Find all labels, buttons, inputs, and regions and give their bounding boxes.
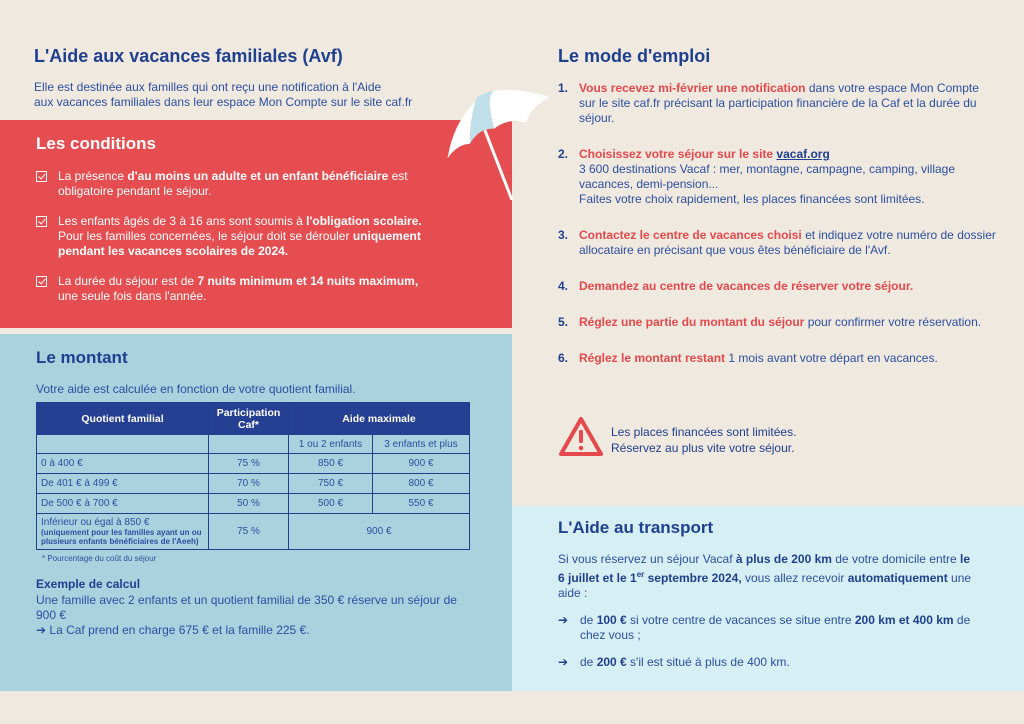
checkbox-icon	[36, 216, 47, 227]
step-text: et indiquez votre numéro de dossier allocataire en précisant que vous êtes bénéficiaire de l'Avf.	[579, 228, 996, 257]
montant-intro: Votre aide est calculée en fonction de votre quotient familial.	[36, 382, 356, 396]
avf-intro	[34, 80, 474, 110]
conditions-title: Les conditions	[36, 134, 156, 153]
step-highlight: Réglez une partie du montant du séjour	[579, 315, 805, 329]
mode-title: Le mode d'emploi	[558, 46, 711, 66]
cell-qf: 0 à 400 €	[37, 454, 209, 474]
table-row	[37, 454, 470, 474]
cell-qf: De 500 € à 700 €	[37, 494, 209, 514]
checkbox-icon	[36, 276, 47, 287]
transport-text: une aide :	[558, 571, 972, 600]
transport-bold: 200 €	[596, 655, 627, 669]
condition-text: est obligatoire pendant le séjour.	[58, 169, 408, 198]
condition-bold: l'obligation scolaire.	[306, 214, 422, 228]
arrow-icon: ➔	[558, 613, 569, 627]
transport-item	[558, 655, 978, 670]
transport-bold: 200 km et 400 km	[854, 613, 954, 627]
transport-item	[558, 613, 978, 643]
step-item	[558, 351, 998, 366]
transport-list	[558, 613, 978, 670]
warning-text	[611, 424, 796, 456]
condition-text: Les enfants âgés de 3 à 16 ans sont soumis à	[58, 214, 307, 228]
transport-text: s'il est situé à plus de 400 km.	[626, 655, 790, 669]
step-number: 6.	[558, 351, 569, 365]
transport-text: de votre domicile entre	[831, 552, 960, 566]
cell-qf	[37, 514, 209, 550]
cell-aide2: 900 €	[373, 454, 470, 474]
transport-section	[512, 506, 1024, 691]
cell-part: 75 %	[209, 514, 289, 550]
step-number: 5.	[558, 315, 569, 329]
transport-sup: er	[636, 570, 645, 579]
condition-bold: 7 nuits minimum et 14 nuits maximum,	[197, 274, 419, 288]
warning-icon	[558, 416, 604, 458]
step-highlight: Réglez le montant restant	[579, 351, 726, 365]
transport-bold: septembre 2024,	[644, 571, 742, 585]
header-blank	[209, 435, 289, 454]
header-quotient: Quotient familial	[37, 403, 209, 435]
step-number: 2.	[558, 147, 569, 161]
condition-bold: d'au moins un adulte et un enfant bénéficiaire	[127, 169, 389, 183]
step-text: 3 600 destinations Vacaf : mer, montagne, campagne, camping, village vacances, demi-pension...	[579, 162, 956, 191]
header-sub2: 3 enfants et plus	[373, 435, 470, 454]
transport-intro	[558, 552, 978, 601]
conditions-list	[36, 169, 476, 304]
condition-item	[36, 169, 436, 199]
step-number: 3.	[558, 228, 569, 242]
cell-aide1: 850 €	[289, 454, 373, 474]
step-number: 1.	[558, 81, 569, 95]
cell-part: 70 %	[209, 474, 289, 494]
header-sub1: 1 ou 2 enfants	[289, 435, 373, 454]
step-highlight: Contactez le centre de vacances choisi	[579, 228, 802, 242]
condition-text: La durée du séjour est de	[58, 274, 198, 288]
table-row	[37, 474, 470, 494]
cell-aide2: 550 €	[373, 494, 470, 514]
condition-bold: uniquement pendant les vacances scolaires de 2024.	[58, 229, 421, 258]
aide-table	[36, 402, 470, 550]
transport-bold: automatiquement	[847, 571, 948, 585]
exemple-result: ➔ La Caf prend en charge 675 € et la famille 225 €.	[36, 623, 310, 637]
warning-line2: Réservez au plus vite votre séjour.	[611, 441, 795, 455]
transport-text: si votre centre de vacances se situe entre	[626, 613, 855, 627]
step-item	[558, 81, 998, 126]
cell-aide2: 800 €	[373, 474, 470, 494]
arrow-icon: ➔	[558, 655, 569, 669]
montant-section	[0, 334, 512, 691]
transport-bold: le 6 juillet et le 1	[558, 552, 970, 585]
warning-block	[558, 416, 858, 460]
checkbox-icon	[36, 171, 47, 182]
transport-title: L'Aide au transport	[558, 518, 714, 537]
cell-qf-note: (uniquement pour les familles ayant un ou plusieurs enfants bénéficiaires de l'Aeeh)	[41, 528, 202, 546]
transport-text: de chez vous ;	[580, 613, 971, 642]
exemple-title: Exemple de calcul	[36, 577, 141, 591]
step-text: dans votre espace Mon Compte sur le site caf.fr précisant la participation financière de la Caf et la durée du séjour.	[579, 81, 979, 125]
mode-emploi-section	[558, 46, 998, 366]
transport-bold: 100 €	[596, 613, 627, 627]
condition-text: La présence	[58, 169, 128, 183]
avf-intro-line2: aux vacances familiales dans leur espace Mon Compte sur le site caf.fr	[34, 95, 413, 109]
avf-section	[34, 46, 474, 110]
step-item	[558, 228, 998, 258]
condition-text: une seule fois dans l'année.	[58, 289, 207, 303]
step-text: pour confirmer votre réservation.	[804, 315, 982, 329]
exemple-text: Une famille avec 2 enfants et un quotient familial de 350 € réserve un séjour de 900 €	[36, 593, 457, 622]
warning-line1: Les places financées sont limitées.	[611, 425, 797, 439]
table-footnote: * Pourcentage du coût du séjour	[42, 554, 157, 563]
table-row	[37, 494, 470, 514]
step-number: 4.	[558, 279, 569, 293]
step-item	[558, 147, 998, 207]
step-text: Faites votre choix rapidement, les places financées sont limitées.	[579, 192, 925, 206]
step-highlight: Vous recevez mi-février une notification	[579, 81, 806, 95]
step-highlight: Choisissez votre séjour sur le site	[579, 147, 777, 161]
transport-text: Si vous réservez un séjour Vacaf	[558, 552, 736, 566]
transport-text: de	[580, 655, 597, 669]
header-aide: Aide maximale	[289, 403, 470, 435]
cell-aide1: 500 €	[289, 494, 373, 514]
step-item	[558, 279, 998, 294]
avf-title: L'Aide aux vacances familiales (Avf)	[34, 46, 343, 66]
header-participation: Participation Caf*	[209, 403, 289, 435]
steps-list	[558, 81, 998, 366]
cell-aide1: 750 €	[289, 474, 373, 494]
header-blank	[37, 435, 209, 454]
cell-qf-main: Inférieur ou égal à 850 €	[41, 517, 150, 528]
condition-item	[36, 274, 436, 304]
step-item	[558, 315, 998, 330]
step-highlight: Demandez au centre de vacances de réserver votre séjour.	[579, 279, 914, 293]
beach-umbrella-icon	[436, 88, 562, 200]
cell-part: 75 %	[209, 454, 289, 474]
condition-item	[36, 214, 436, 259]
condition-text: Pour les familles concernées, le séjour doit se dérouler	[58, 229, 353, 243]
transport-text: de	[580, 613, 597, 627]
cell-part: 50 %	[209, 494, 289, 514]
step-text: 1 mois avant votre départ en vacances.	[725, 351, 938, 365]
montant-title: Le montant	[36, 348, 128, 367]
vacaf-link[interactable]: vacaf.org	[776, 147, 830, 161]
transport-text: vous allez recevoir	[741, 571, 848, 585]
table-row	[37, 514, 470, 550]
avf-intro-line1: Elle est destinée aux familles qui ont reçu une notification à l'Aide	[34, 80, 382, 94]
cell-qf: De 401 € à 499 €	[37, 474, 209, 494]
cell-aide: 900 €	[289, 514, 470, 550]
exemple-block	[36, 577, 476, 638]
transport-bold: à plus de 200 km	[735, 552, 832, 566]
